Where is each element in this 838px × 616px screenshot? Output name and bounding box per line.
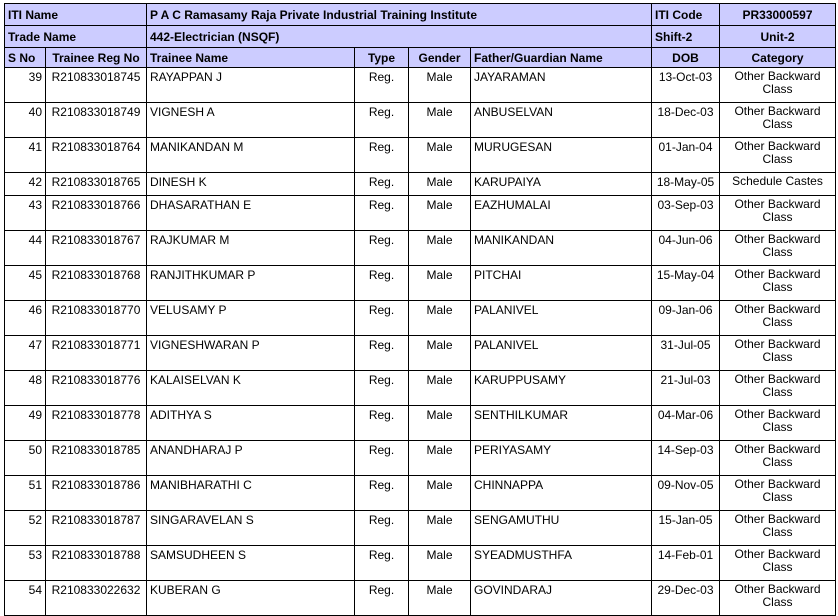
type-cell: Reg. <box>355 68 409 103</box>
category-cell: Other Backward Class <box>720 103 836 138</box>
gender-cell: Male <box>409 371 471 406</box>
trainee-name-cell: RAJKUMAR M <box>147 231 355 266</box>
table-row <box>5 336 836 371</box>
sno-cell: 46 <box>5 301 46 336</box>
sno-cell: 43 <box>5 196 46 231</box>
sno-cell: 40 <box>5 103 46 138</box>
dob-cell: 31-Jul-05 <box>652 336 720 371</box>
dob-cell: 03-Sep-03 <box>652 196 720 231</box>
category-cell: Other Backward Class <box>720 68 836 103</box>
father-name-cell: EAZHUMALAI <box>471 196 652 231</box>
table-row <box>5 406 836 441</box>
table-row <box>5 68 836 103</box>
unit-value: Unit-2 <box>720 26 836 48</box>
trainee-name-cell: VELUSAMY P <box>147 301 355 336</box>
dob-cell: 01-Jan-04 <box>652 138 720 173</box>
trainee-name-cell: MANIKANDAN M <box>147 138 355 173</box>
gender-cell: Male <box>409 301 471 336</box>
table-row <box>5 441 836 476</box>
sno-cell: 53 <box>5 546 46 581</box>
table-row <box>5 511 836 546</box>
type-cell: Reg. <box>355 476 409 511</box>
trainee-name-cell: SINGARAVELAN S <box>147 511 355 546</box>
father-name-cell: PALANIVEL <box>471 336 652 371</box>
father-name-cell: JAYARAMAN <box>471 68 652 103</box>
gender-cell: Male <box>409 441 471 476</box>
gender-cell: Male <box>409 196 471 231</box>
trainee-name-cell: MANIBHARATHI C <box>147 476 355 511</box>
reg-no-cell: R210833018786 <box>46 476 147 511</box>
type-cell: Reg. <box>355 138 409 173</box>
gender-cell: Male <box>409 138 471 173</box>
col-sno-header: S No <box>5 48 46 68</box>
type-cell: Reg. <box>355 371 409 406</box>
type-cell: Reg. <box>355 441 409 476</box>
gender-cell: Male <box>409 68 471 103</box>
gender-cell: Male <box>409 231 471 266</box>
father-name-cell: GOVINDARAJ <box>471 581 652 616</box>
col-reg-header: Trainee Reg No <box>46 48 147 68</box>
reg-no-cell: R210833018776 <box>46 371 147 406</box>
category-cell: Schedule Castes <box>720 173 836 196</box>
father-name-cell: SENTHILKUMAR <box>471 406 652 441</box>
gender-cell: Male <box>409 546 471 581</box>
gender-cell: Male <box>409 336 471 371</box>
dob-cell: 15-Jan-05 <box>652 511 720 546</box>
iti-code-label: ITI Code <box>652 4 720 26</box>
trainee-name-cell: RANJITHKUMAR P <box>147 266 355 301</box>
father-name-cell: MURUGESAN <box>471 138 652 173</box>
table-row <box>5 476 836 511</box>
father-name-cell: KARUPAIYA <box>471 173 652 196</box>
sno-cell: 48 <box>5 371 46 406</box>
type-cell: Reg. <box>355 581 409 616</box>
table-row <box>5 301 836 336</box>
trade-name-row <box>5 26 836 48</box>
col-father-header: Father/Guardian Name <box>471 48 652 68</box>
trainee-name-cell: KALAISELVAN K <box>147 371 355 406</box>
iti-name-label: ITI Name <box>5 4 147 26</box>
dob-cell: 21-Jul-03 <box>652 371 720 406</box>
father-name-cell: PERIYASAMY <box>471 441 652 476</box>
trainee-name-cell: DHASARATHAN E <box>147 196 355 231</box>
father-name-cell: ANBUSELVAN <box>471 103 652 138</box>
trainee-list-sheet <box>4 3 836 616</box>
category-cell: Other Backward Class <box>720 441 836 476</box>
trade-name-label: Trade Name <box>5 26 147 48</box>
trainee-name-cell: KUBERAN G <box>147 581 355 616</box>
reg-no-cell: R210833018788 <box>46 546 147 581</box>
category-cell: Other Backward Class <box>720 138 836 173</box>
father-name-cell: PALANIVEL <box>471 301 652 336</box>
category-cell: Other Backward Class <box>720 406 836 441</box>
type-cell: Reg. <box>355 196 409 231</box>
type-cell: Reg. <box>355 266 409 301</box>
sno-cell: 44 <box>5 231 46 266</box>
type-cell: Reg. <box>355 301 409 336</box>
col-name-header: Trainee Name <box>147 48 355 68</box>
iti-name-row <box>5 4 836 26</box>
reg-no-cell: R210833018770 <box>46 301 147 336</box>
trainee-table <box>4 3 836 616</box>
type-cell: Reg. <box>355 103 409 138</box>
col-gender-header: Gender <box>409 48 471 68</box>
col-category-header: Category <box>720 48 836 68</box>
dob-cell: 18-Dec-03 <box>652 103 720 138</box>
sno-cell: 49 <box>5 406 46 441</box>
column-header-row <box>5 48 836 68</box>
table-row <box>5 581 836 616</box>
reg-no-cell: R210833018767 <box>46 231 147 266</box>
father-name-cell: MANIKANDAN <box>471 231 652 266</box>
dob-cell: 29-Dec-03 <box>652 581 720 616</box>
trainee-name-cell: RAYAPPAN J <box>147 68 355 103</box>
reg-no-cell: R210833018778 <box>46 406 147 441</box>
sno-cell: 50 <box>5 441 46 476</box>
table-row <box>5 546 836 581</box>
reg-no-cell: R210833018785 <box>46 441 147 476</box>
reg-no-cell: R210833018764 <box>46 138 147 173</box>
father-name-cell: SENGAMUTHU <box>471 511 652 546</box>
category-cell: Other Backward Class <box>720 196 836 231</box>
father-name-cell: SYEADMUSTHFA <box>471 546 652 581</box>
reg-no-cell: R210833018771 <box>46 336 147 371</box>
father-name-cell: CHINNAPPA <box>471 476 652 511</box>
type-cell: Reg. <box>355 511 409 546</box>
reg-no-cell: R210833018765 <box>46 173 147 196</box>
dob-cell: 09-Jan-06 <box>652 301 720 336</box>
type-cell: Reg. <box>355 406 409 441</box>
sno-cell: 51 <box>5 476 46 511</box>
category-cell: Other Backward Class <box>720 301 836 336</box>
trade-name-value: 442-Electrician (NSQF) <box>147 26 652 48</box>
gender-cell: Male <box>409 476 471 511</box>
type-cell: Reg. <box>355 546 409 581</box>
sno-cell: 39 <box>5 68 46 103</box>
category-cell: Other Backward Class <box>720 511 836 546</box>
dob-cell: 13-Oct-03 <box>652 68 720 103</box>
gender-cell: Male <box>409 266 471 301</box>
sno-cell: 45 <box>5 266 46 301</box>
iti-name-value: P A C Ramasamy Raja Private Industrial Training Institute <box>147 4 652 26</box>
gender-cell: Male <box>409 103 471 138</box>
dob-cell: 14-Feb-01 <box>652 546 720 581</box>
col-dob-header: DOB <box>652 48 720 68</box>
category-cell: Other Backward Class <box>720 546 836 581</box>
category-cell: Other Backward Class <box>720 231 836 266</box>
reg-no-cell: R210833018749 <box>46 103 147 138</box>
type-cell: Reg. <box>355 231 409 266</box>
dob-cell: 15-May-04 <box>652 266 720 301</box>
father-name-cell: KARUPPUSAMY <box>471 371 652 406</box>
reg-no-cell: R210833018787 <box>46 511 147 546</box>
category-cell: Other Backward Class <box>720 581 836 616</box>
reg-no-cell: R210833018768 <box>46 266 147 301</box>
iti-code-value: PR33000597 <box>720 4 836 26</box>
father-name-cell: PITCHAI <box>471 266 652 301</box>
gender-cell: Male <box>409 511 471 546</box>
table-row <box>5 266 836 301</box>
trainee-name-cell: DINESH K <box>147 173 355 196</box>
sno-cell: 47 <box>5 336 46 371</box>
table-row <box>5 173 836 196</box>
category-cell: Other Backward Class <box>720 476 836 511</box>
type-cell: Reg. <box>355 336 409 371</box>
trainee-name-cell: VIGNESHWARAN P <box>147 336 355 371</box>
reg-no-cell: R210833018766 <box>46 196 147 231</box>
sno-cell: 41 <box>5 138 46 173</box>
table-row <box>5 138 836 173</box>
gender-cell: Male <box>409 581 471 616</box>
table-row <box>5 196 836 231</box>
table-row <box>5 371 836 406</box>
category-cell: Other Backward Class <box>720 266 836 301</box>
dob-cell: 04-Jun-06 <box>652 231 720 266</box>
sno-cell: 52 <box>5 511 46 546</box>
category-cell: Other Backward Class <box>720 336 836 371</box>
category-cell: Other Backward Class <box>720 371 836 406</box>
dob-cell: 09-Nov-05 <box>652 476 720 511</box>
sno-cell: 42 <box>5 173 46 196</box>
trainee-name-cell: ADITHYA S <box>147 406 355 441</box>
dob-cell: 18-May-05 <box>652 173 720 196</box>
gender-cell: Male <box>409 406 471 441</box>
table-row <box>5 103 836 138</box>
trainee-name-cell: SAMSUDHEEN S <box>147 546 355 581</box>
table-row <box>5 231 836 266</box>
sno-cell: 54 <box>5 581 46 616</box>
col-type-header: Type <box>355 48 409 68</box>
reg-no-cell: R210833022632 <box>46 581 147 616</box>
gender-cell: Male <box>409 173 471 196</box>
type-cell: Reg. <box>355 173 409 196</box>
reg-no-cell: R210833018745 <box>46 68 147 103</box>
dob-cell: 14-Sep-03 <box>652 441 720 476</box>
trainee-name-cell: VIGNESH A <box>147 103 355 138</box>
shift-value: Shift-2 <box>652 26 720 48</box>
dob-cell: 04-Mar-06 <box>652 406 720 441</box>
trainee-name-cell: ANANDHARAJ P <box>147 441 355 476</box>
